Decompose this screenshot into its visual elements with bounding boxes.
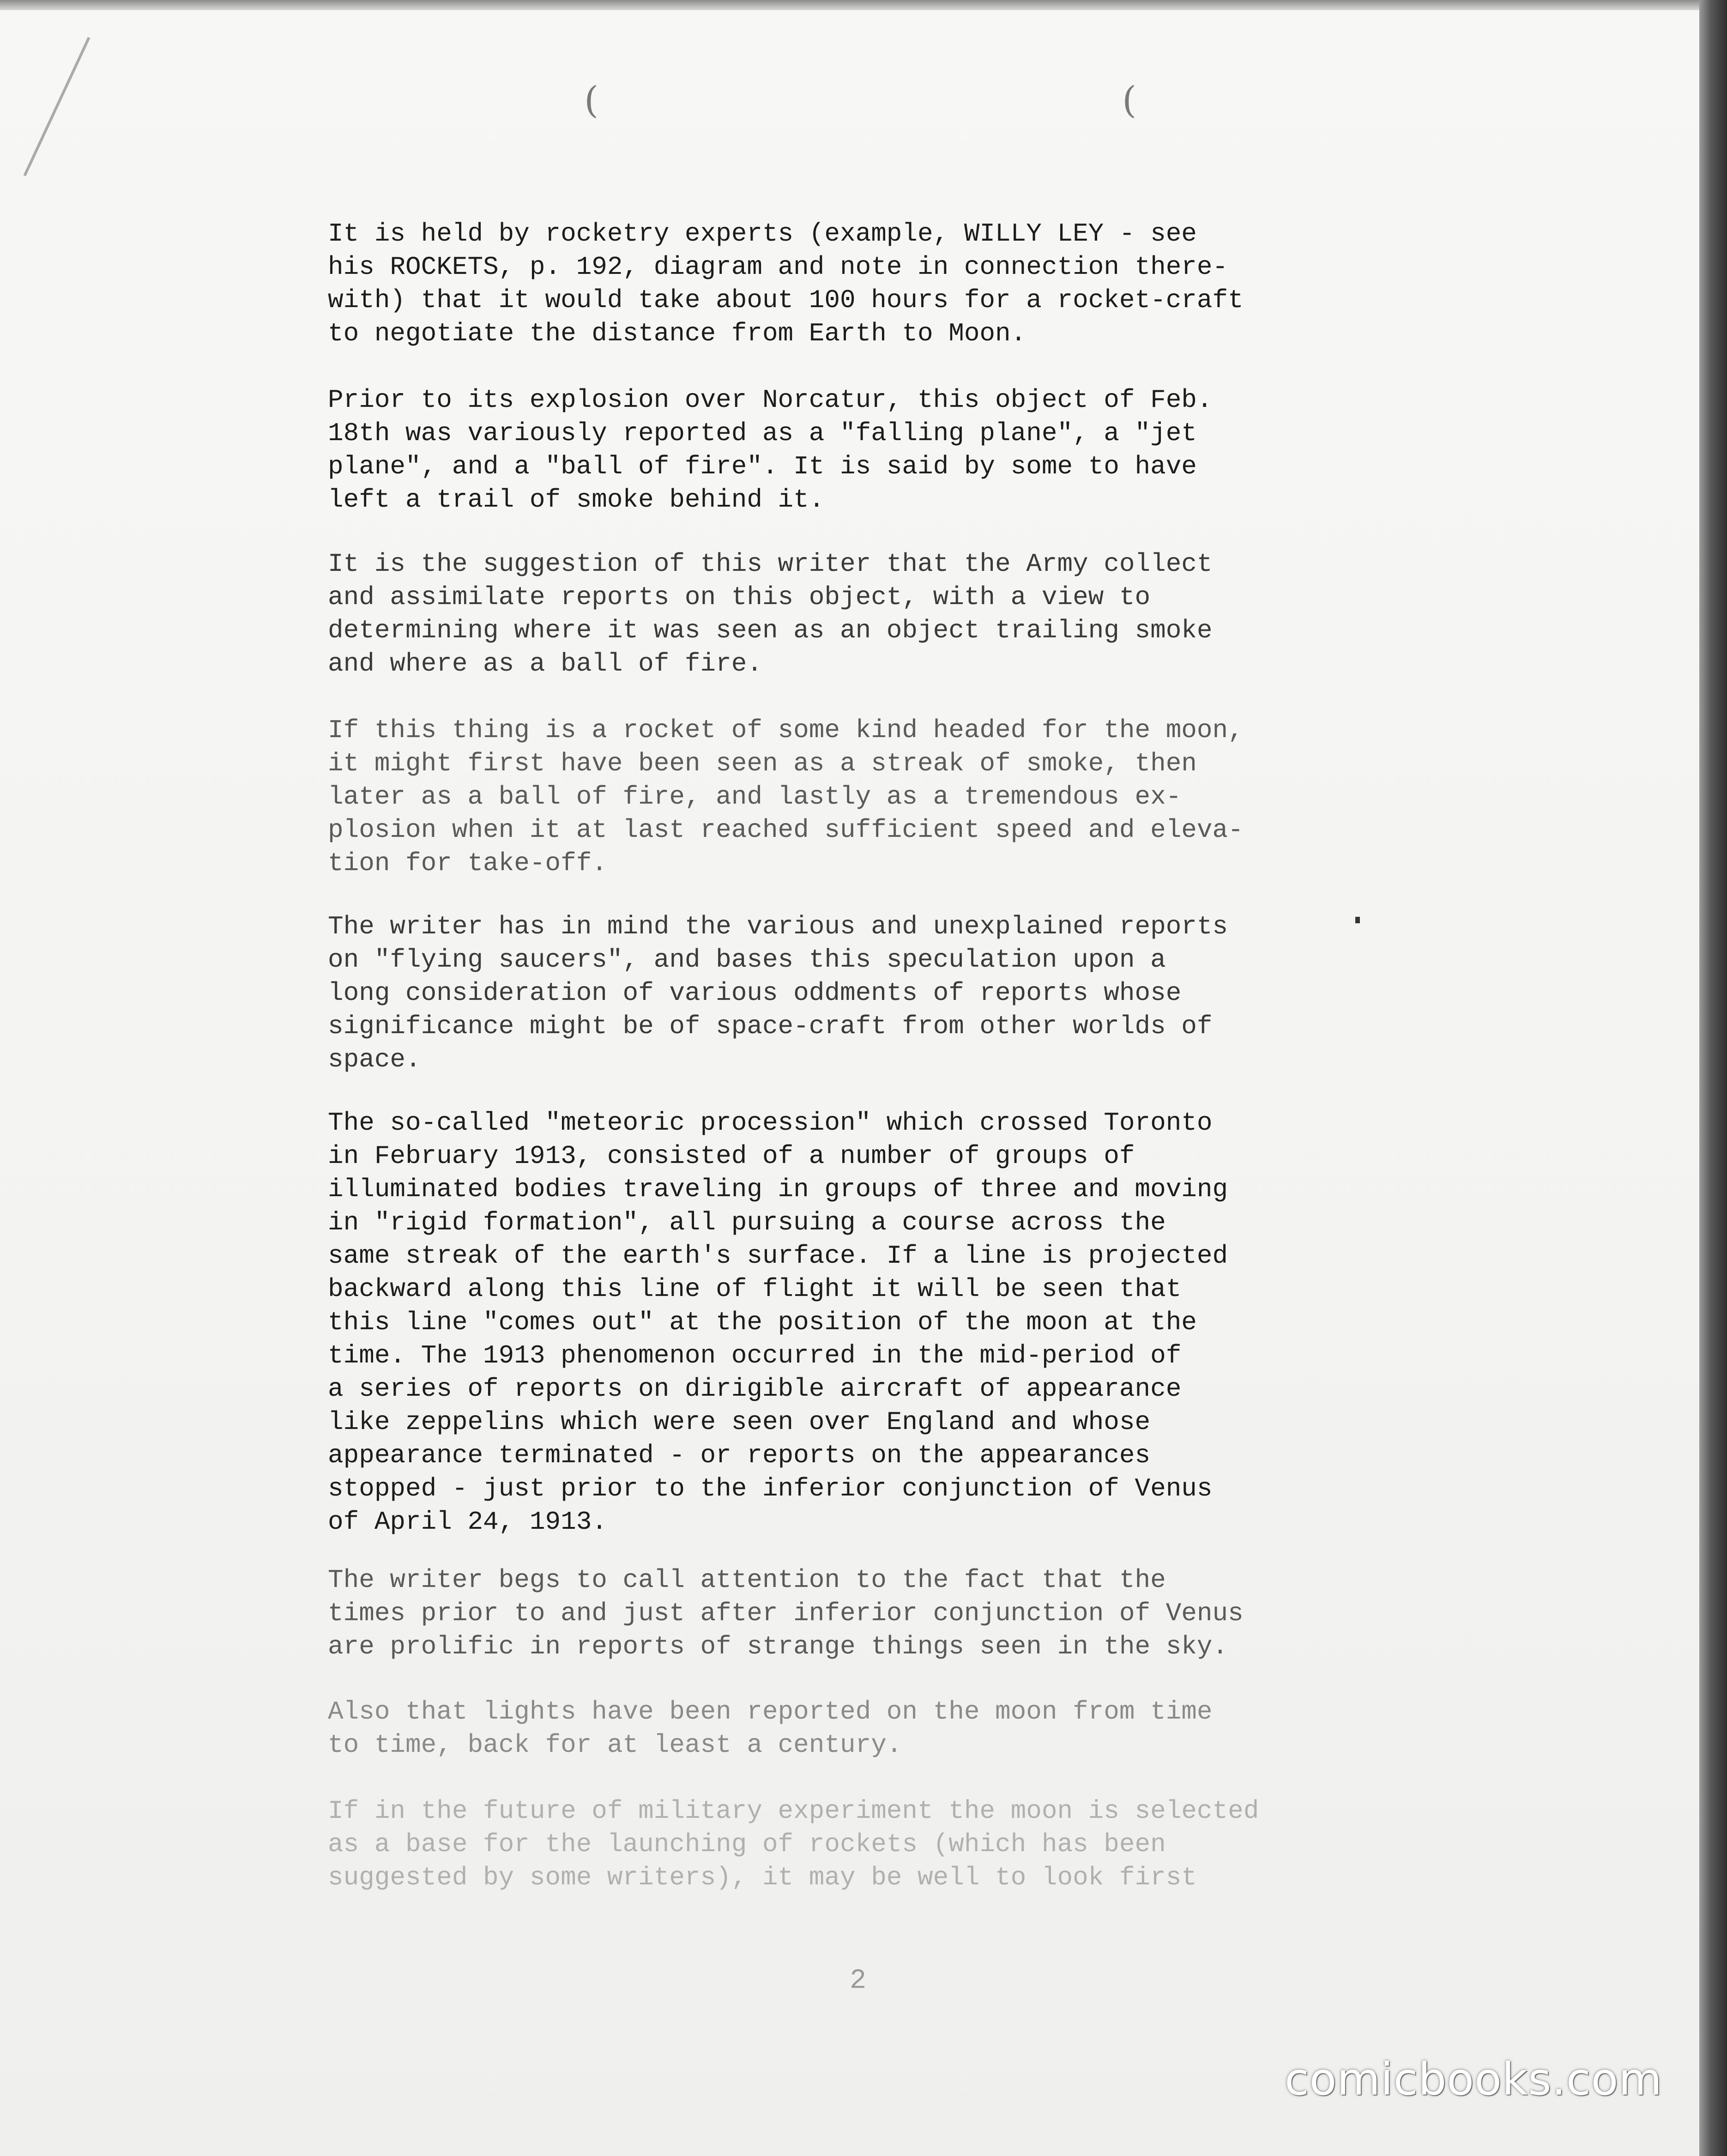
pencil-mark [24, 37, 91, 176]
paragraph-rocket-travel-time: It is held by rocketry experts (example, WILLY LEY - see his ROCKETS, p. 192, diagram and note in connection there- with) that it would take about 100 hours for a rocket-craft to negotiate the distance from Earth to Moon. [328, 219, 1244, 348]
stray-mark [1355, 917, 1360, 923]
scan-right-edge [1699, 0, 1727, 2156]
page-number: 2 [850, 1965, 867, 1997]
punch-hole-mark-right: ( [1122, 79, 1137, 121]
paragraph-military-experiment: If in the future of military experiment the moon is selected as a base for the launching of rockets (which has been suggested by some writers), it may be well to look first [328, 1796, 1259, 1892]
paragraph-army-suggestion: It is the suggestion of this writer that the Army collect and assimilate reports on this object, with a view to determining where it was seen as an object trailing smoke and where as a ball of fire. [328, 549, 1213, 678]
watermark: comicbooks.com [1284, 2053, 1662, 2105]
paragraph-venus-conjunction: The writer begs to call attention to the fact that the times prior to and just after inferior conjunction of Venus are prolific in reports of strange things seen in the sky. [328, 1565, 1244, 1661]
scan-top-edge [0, 0, 1699, 10]
punch-hole-mark-left: ( [584, 79, 599, 121]
paragraph-meteoric-procession: The so-called "meteoric procession" which crossed Toronto in February 1913, consisted of a number of groups of illuminated bodies traveling in groups of three and moving in "rigid formation", all pursuing a course across the same streak of the earth's surface. If a line is projected backward along this line of flight it will be seen that this line "comes out" at the position of the moon at the time. The 1913 phenomenon occurred in the mid-period of a series of reports on dirigible aircraft of appearance like zeppelins which were seen over England and whose appearance terminated - or reports on the appearances stopped - just prior to the inferior conjunction of Venus of April 24, 1913. [328, 1108, 1228, 1537]
paragraph-lights-on-moon: Also that lights have been reported on the moon from time to time, back for at least a century. [328, 1697, 1213, 1760]
paragraph-norcatur-object: Prior to its explosion over Norcatur, this object of Feb. 18th was variously reported as a "falling plane", a "jet plane", and a "ball of fire". It is said by some to have left a trail of smoke behind it. [328, 385, 1213, 515]
paragraph-rocket-hypothesis: If this thing is a rocket of some kind headed for the moon, it might first have been seen as a streak of smoke, then later as a ball of fire, and lastly as a tremendous ex- plosion when it at last reached sufficient speed and eleva- tion for take-off. [328, 715, 1244, 878]
paragraph-flying-saucers: The writer has in mind the various and unexplained reports on "flying saucers", and bases this speculation upon a long consideration of various oddments of reports whose significance might be of space-craft from other worlds of space. [328, 912, 1228, 1074]
